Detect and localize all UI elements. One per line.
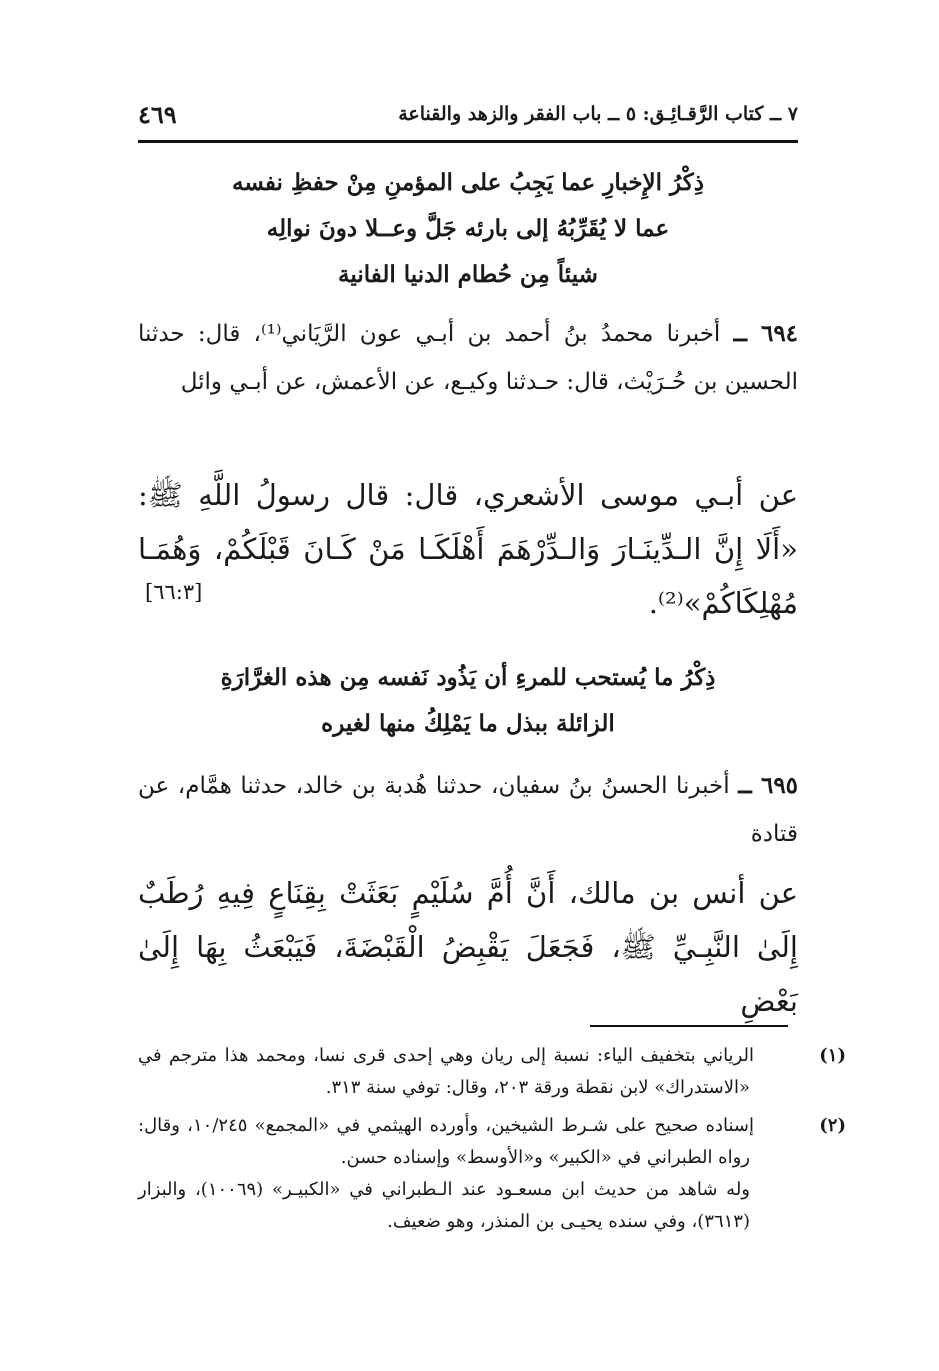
heading-line: ذِكْرُ ما يُستحب للمرءِ أن يَذُود نَفسه مِن هذه الغرَّارَةِ	[220, 664, 716, 691]
footnotes	[138, 1040, 846, 1238]
isnad-text: أخبرنا محمدُ بنُ أحمد بن أبـي عون الرَّيَاني⁽¹⁾، قال: حدثنا الحسين بن حُـرَيْث، قال: حـدثنا وكيـع، عن الأعمش، عن أبـي وائل	[138, 321, 798, 395]
footnote-1	[138, 1040, 846, 1104]
heading-line: ذِكْرُ الإِخبارِ عما يَجِبُ على المؤمنِ مِنْ حفظِ نفسه	[232, 169, 704, 196]
page-header	[138, 92, 798, 136]
page-number: ٤٦٩	[138, 99, 177, 129]
header-rule	[138, 140, 798, 143]
heading-line: شيئاً مِن حُطام الدنيا الفانية	[338, 261, 598, 288]
footnote-rule	[590, 1025, 788, 1027]
section-heading-2	[138, 655, 798, 747]
footnote-2	[138, 1110, 846, 1174]
section-heading-1	[138, 160, 798, 298]
running-title: ٧ ــ كتاب الرَّقـائِـق: ٥ ــ باب الفقر والزهد والقناعة	[398, 103, 798, 125]
isnad-695	[138, 762, 798, 858]
heading-line: عما لا يُقَرِّبُهُ إلى بارئه جَلَّ وعــلا دونَ نوالِه	[266, 215, 670, 242]
footnote-text: الرياني بتخفيف الياء: نسبة إلى ريان وهي إحدى قرى نسا، ومحمد هذا مترجم في «الاستدراك» لابن نقطة ورقة ٢٠٣، وقال: توفي سنة ٣١٣.	[138, 1045, 754, 1098]
footnote-2-continuation: وله شاهد من حديث ابن مسعـود عند الـطبراني في «الكبيـر» (١٠٠٦٩)، والبزار (٣٦١٣)، وفي سنده يحيـى بن المنذر، وهو ضعيف.	[138, 1179, 750, 1232]
reference-tag: [٦٦:٣]	[145, 580, 203, 604]
footnote-marker: (٢)	[819, 1115, 846, 1136]
hadith-number: ٦٩٥ ــ	[738, 772, 799, 799]
isnad-694	[138, 310, 798, 406]
matn-695: عن أنس بن مالك، أَنَّ أُمَّ سُلَيْمٍ بَعَثَتْ بِقِنَاعٍ فِيهِ رُطَبٌ إِلَىٰ النَّبِـيِّ ﷺ، فَجَعَلَ يَقْبِضُ الْقَبْضَةَ، فَيَبْعَثُ بِهَا إِلَىٰ بَعْضِ	[138, 876, 798, 1018]
footnote-text: إسناده صحيح على شـرط الشيخين، وأورده الهيثمي في «المجمع» ١٠/٢٤٥، وقال: رواه الطبراني في «الكبير» و«الأوسط» وإسناده حسن.	[138, 1115, 754, 1168]
matn-694: عن أبـي موسى الأشعري، قال: قال رسولُ اللَّهِ ﷺ: «أَلَا إِنَّ الـدِّينَـارَ وَالـدِّرْهَمَ أَهْلَكَـا مَنْ كَـانَ قَبْلَكُمْ، وَهُمَـا مُهْلِكَاكُمْ»⁽²⁾.	[138, 478, 798, 620]
footnote-marker: (١)	[819, 1045, 846, 1066]
isnad-text: أخبرنا الحسنُ بنُ سفيان، حدثنا هُدبة بن خالد، حدثنا همَّام، عن قتادة	[138, 773, 798, 847]
hadith-number: ٦٩٤ ــ	[733, 320, 799, 347]
heading-line: الزائلة ببذل ما يَمْلِكُ منها لغيره	[321, 710, 615, 737]
